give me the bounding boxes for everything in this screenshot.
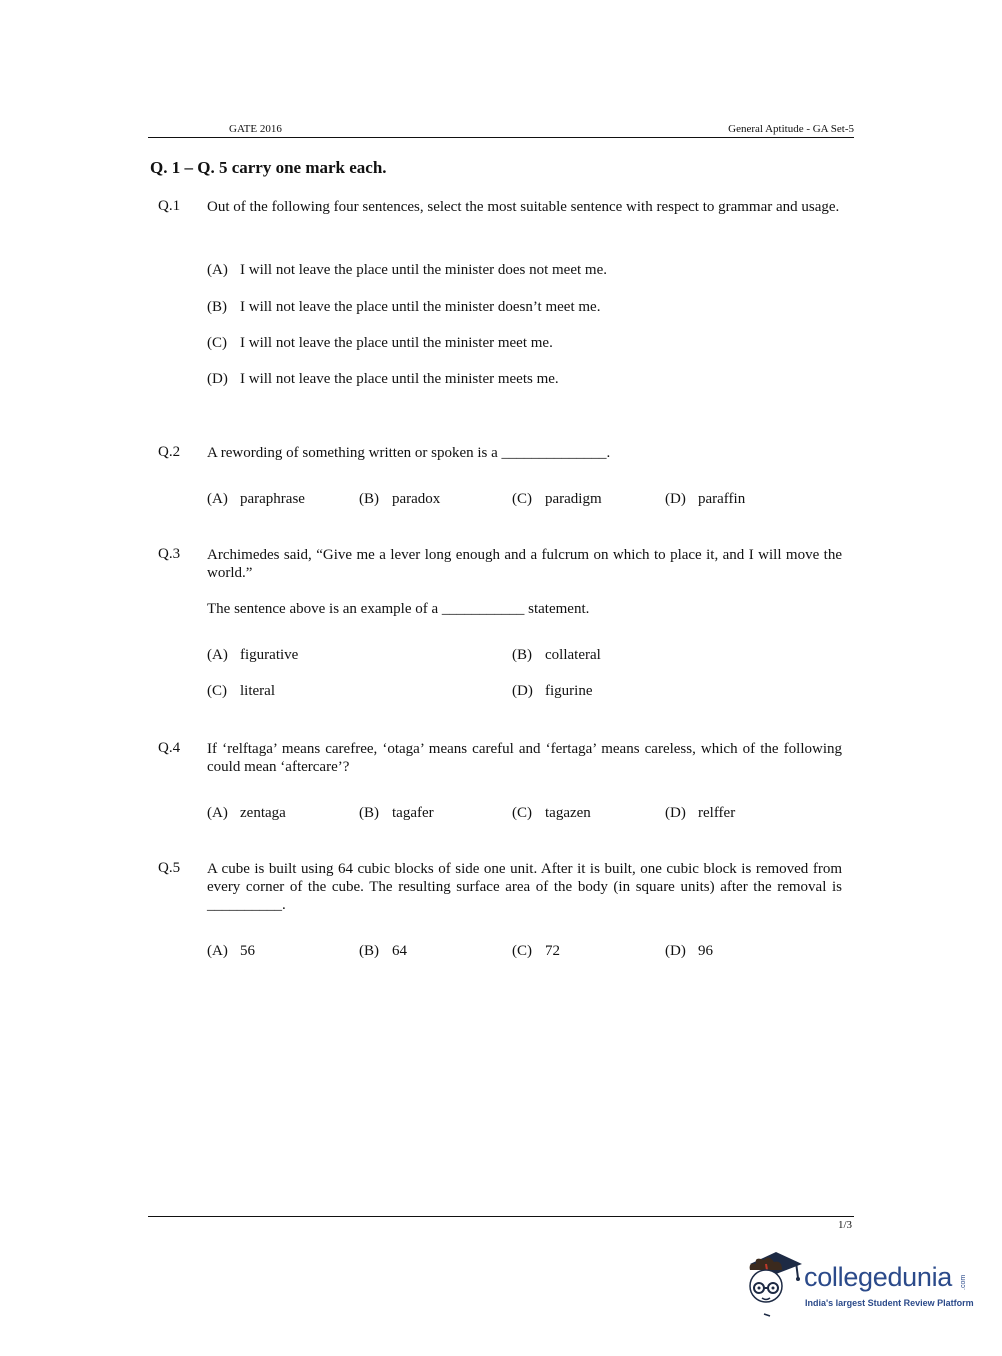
option-text: paradox xyxy=(392,491,441,507)
option-text: figurative xyxy=(240,647,299,663)
question-number: Q.5 xyxy=(158,860,181,876)
option xyxy=(207,371,559,388)
option-text: relffer xyxy=(698,805,736,821)
option-label: (A) xyxy=(207,805,228,821)
option-label: (D) xyxy=(665,943,686,959)
option-label: (D) xyxy=(207,371,228,387)
header-exam-name: GATE 2016 xyxy=(229,123,282,135)
brand-suffix: .com xyxy=(960,1274,967,1290)
option-label: (A) xyxy=(207,262,228,278)
option-label: (B) xyxy=(207,299,227,315)
option-label: (C) xyxy=(207,335,227,351)
option-label: (C) xyxy=(512,491,532,507)
option xyxy=(359,943,407,960)
question-prompt: The sentence above is an example of a ___________ statement. xyxy=(207,601,590,617)
option-text: zentaga xyxy=(240,805,286,821)
option-text: paraffin xyxy=(698,491,746,507)
option xyxy=(665,491,745,508)
brand-tagline: India's largest Student Review Platform xyxy=(805,1298,974,1308)
option xyxy=(207,943,255,960)
footer-divider xyxy=(148,1216,854,1217)
option-text: literal xyxy=(240,683,275,699)
question-number: Q.1 xyxy=(158,198,181,214)
question-text: If ‘relftaga’ means carefree, ‘otaga’ means careful and ‘fertaga’ means careless, which of the following could mean ‘aftercare’? xyxy=(207,741,842,775)
question-text: Archimedes said, “Give me a lever long enough and a fulcrum on which to place it, and I will move the world.” xyxy=(207,547,842,581)
option-text: I will not leave the place until the minister doesn’t meet me. xyxy=(240,299,601,315)
option xyxy=(207,805,286,822)
option xyxy=(665,805,735,822)
section-title: Q. 1 – Q. 5 carry one mark each. xyxy=(150,158,387,177)
option-text: 64 xyxy=(392,943,407,959)
option xyxy=(359,805,434,822)
option-label: (D) xyxy=(665,491,686,507)
option-label: (A) xyxy=(207,491,228,507)
option-label: (B) xyxy=(359,491,379,507)
option-text: I will not leave the place until the minister meet me. xyxy=(240,335,553,351)
option xyxy=(512,491,602,508)
header-paper-name: General Aptitude - GA Set-5 xyxy=(728,123,854,135)
option-text: I will not leave the place until the minister meets me. xyxy=(240,371,559,387)
option xyxy=(512,943,560,960)
option-text: I will not leave the place until the minister does not meet me. xyxy=(240,262,607,278)
option xyxy=(665,943,713,960)
option xyxy=(207,262,607,279)
page-number: 1/3 xyxy=(837,1219,852,1231)
option-label: (C) xyxy=(512,805,532,821)
question-text: A cube is built using 64 cubic blocks of side one unit. After it is built, one cubic block is removed from every corner of the cube. The resulting surface area of the body (in square units) after the removal is __________. xyxy=(207,861,842,913)
option-text: tagafer xyxy=(392,805,434,821)
option xyxy=(207,491,305,508)
option xyxy=(207,647,298,664)
option-text: 56 xyxy=(240,943,255,959)
header-divider xyxy=(148,137,854,138)
option xyxy=(512,647,601,664)
option-label: (B) xyxy=(359,943,379,959)
option-label: (C) xyxy=(512,943,532,959)
option xyxy=(359,491,440,508)
option-label: (A) xyxy=(207,943,228,959)
option xyxy=(512,805,591,822)
option-label: (A) xyxy=(207,647,228,663)
option-text: 96 xyxy=(698,943,713,959)
option-text: figurine xyxy=(545,683,593,699)
option xyxy=(207,335,553,352)
option-text: collateral xyxy=(545,647,601,663)
option-text: 72 xyxy=(545,943,560,959)
question-text: A rewording of something written or spoken is a ______________. xyxy=(207,445,611,461)
option-text: paradigm xyxy=(545,491,602,507)
option xyxy=(207,683,275,700)
option xyxy=(512,683,592,700)
collegedunia-mascot-icon xyxy=(742,1248,804,1320)
option-label: (C) xyxy=(207,683,227,699)
option xyxy=(207,299,600,316)
option-label: (D) xyxy=(512,683,533,699)
option-label: (D) xyxy=(665,805,686,821)
brand-name: collegedunia xyxy=(804,1262,953,1292)
option-text: paraphrase xyxy=(240,491,305,507)
option-text: tagazen xyxy=(545,805,591,821)
question-number: Q.3 xyxy=(158,546,181,562)
question-number: Q.4 xyxy=(158,740,181,756)
option-label: (B) xyxy=(512,647,532,663)
option-label: (B) xyxy=(359,805,379,821)
question-text: Out of the following four sentences, select the most suitable sentence with respect to grammar and usage. xyxy=(207,199,840,215)
question-number: Q.2 xyxy=(158,444,181,460)
